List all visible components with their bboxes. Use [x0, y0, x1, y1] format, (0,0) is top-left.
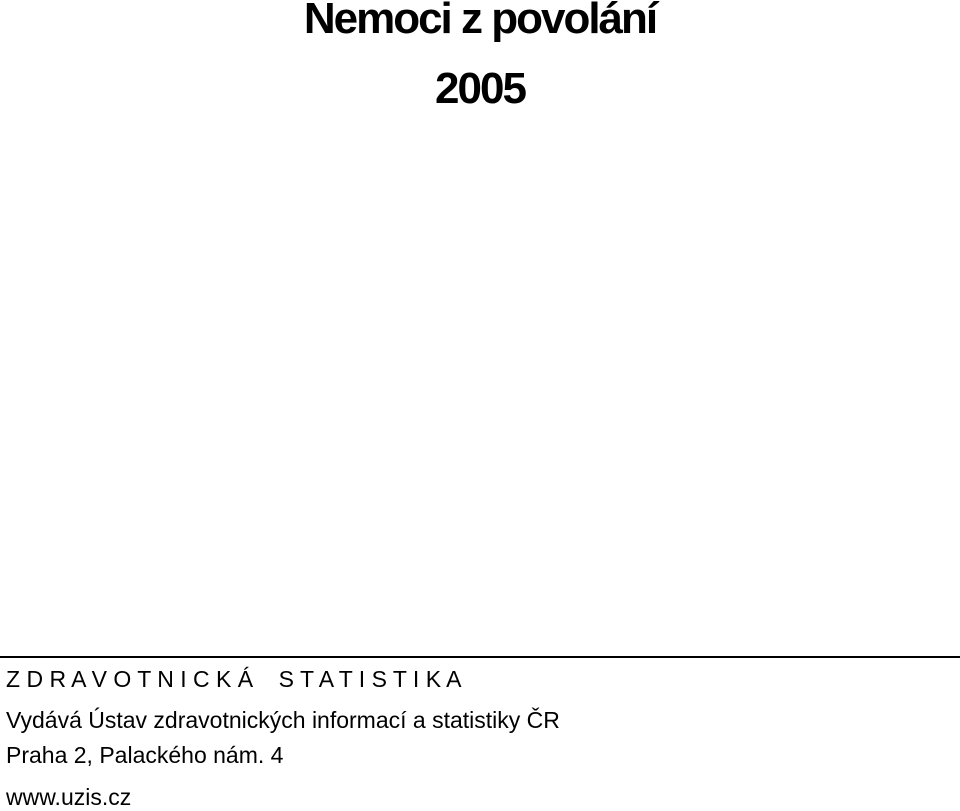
publisher-line: Vydává Ústav zdravotnických informací a statistiky ČR — [6, 707, 560, 733]
footer-divider — [0, 656, 960, 658]
series-name: Z D R A V O T N I C K Á S T A T I S T I K A — [6, 666, 462, 692]
document-year: 2005 — [435, 64, 525, 113]
document-title: Nemoci z povolání — [303, 0, 657, 43]
publisher-address: Praha 2, Palackého nám. 4 — [6, 742, 284, 768]
publisher-website: www.uzis.cz — [6, 784, 132, 810]
